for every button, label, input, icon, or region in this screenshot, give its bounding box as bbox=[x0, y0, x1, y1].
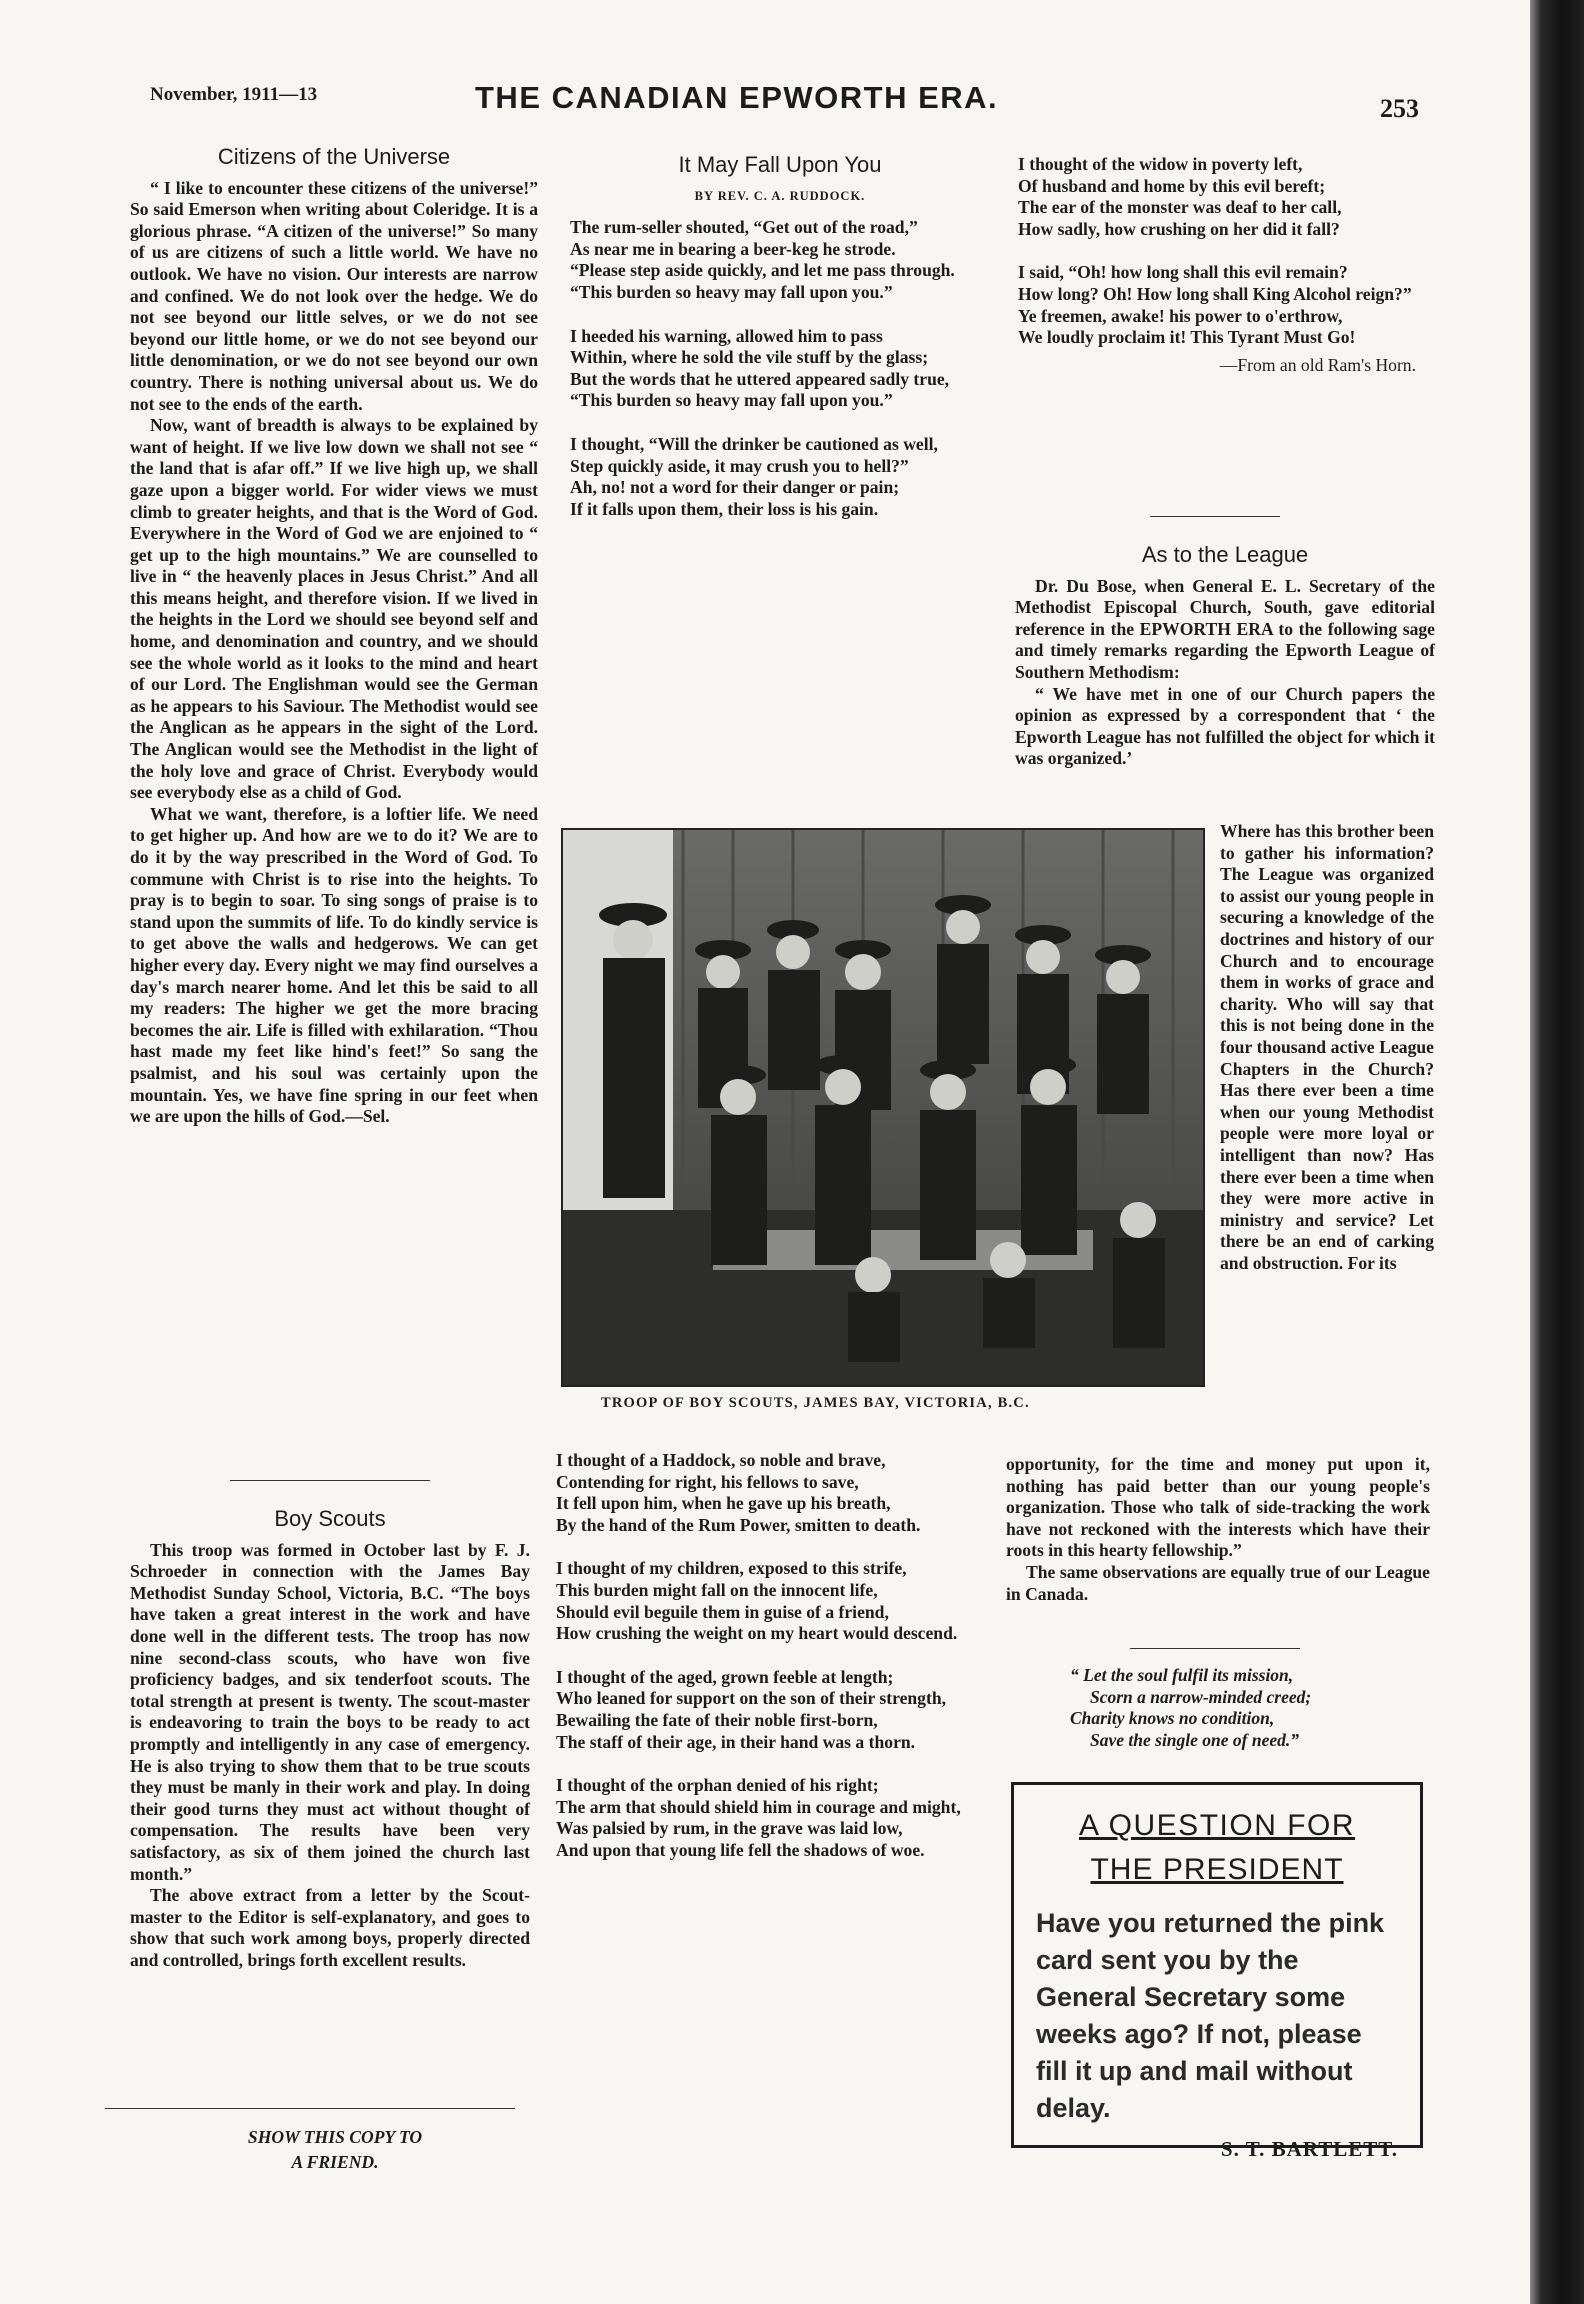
poem-line: This burden might fall on the innocent life, bbox=[556, 1579, 878, 1600]
league-paragraph-2-bottom: opportunity, for the time and money put upon it, nothing has paid better than our young people's organization. Those who talk of side-tracking the work have not reckoned with the interests which have their roots in this hearty fellowship.” bbox=[1006, 1454, 1430, 1561]
league-article bbox=[1015, 544, 1435, 770]
poem-line: Step quickly aside, it may crush you to hell?” bbox=[570, 455, 909, 476]
poem-line: I thought of a Haddock, so noble and brave, bbox=[556, 1450, 886, 1470]
notice-title-line-2: THE PRESIDENT bbox=[1090, 1853, 1344, 1886]
poem-line: The rum-seller shouted, “Get out of the road,” bbox=[570, 217, 918, 238]
share-note bbox=[150, 2125, 520, 2175]
poem-byline: BY REV. C. A. RUDDOCK. bbox=[694, 188, 866, 203]
poem-line: I heeded his warning, allowed him to pass bbox=[570, 325, 883, 346]
quote-line-2: Scorn a narrow-minded creed; bbox=[1090, 1686, 1312, 1707]
poem-line: The ear of the monster was deaf to her call, bbox=[1018, 197, 1342, 218]
poem-line: Should evil beguile them in guise of a friend, bbox=[556, 1601, 889, 1622]
poem-line: Bewailing the fate of their noble first-born, bbox=[556, 1709, 878, 1730]
divider bbox=[1130, 1648, 1300, 1649]
poem-line: If it falls upon them, their loss is his gain. bbox=[570, 498, 879, 519]
poem-line: “This burden so heavy may fall upon you.” bbox=[570, 390, 893, 411]
poem-line: I thought of my children, exposed to this strife, bbox=[556, 1558, 907, 1579]
citizens-paragraph-1: “ I like to encounter these citizens of the universe!” So said Emerson when writing about Coleridge. It is a glorious phrase. “A citizen of the universe!” So many of us are citizens of such a little world. We have no outlook. We have no vision. Our interests are narrow and confined. We do not look over the hedge. We do not see beyond our little selves, or we do not see beyond our little home, or we do not see beyond our little denomination, or we do not see beyond our own country. There is nothing universal about us. We do not see to the ends of the earth. bbox=[130, 177, 538, 414]
poem-line: Ah, no! not a word for their danger or pain; bbox=[570, 477, 900, 498]
scouts-heading: Boy Scouts bbox=[274, 1506, 386, 1531]
share-note-line-1: SHOW THIS COPY TO bbox=[247, 2127, 423, 2147]
issue-date: November, 1911—13 bbox=[150, 84, 318, 105]
league-paragraph-3: The same observations are equally true of our League in Canada. bbox=[1006, 1561, 1430, 1604]
poem-line: The arm that should shield him in courage and might, bbox=[556, 1796, 961, 1817]
poem-line: Within, where he sold the vile stuff by the glass; bbox=[570, 347, 929, 368]
poem-heading: It May Fall Upon You bbox=[678, 152, 882, 177]
boy-scouts-photo bbox=[561, 828, 1205, 1387]
divider bbox=[230, 1480, 430, 1481]
poem-bottom bbox=[556, 1450, 980, 1884]
poem-line: I thought of the orphan denied of his right; bbox=[556, 1775, 879, 1796]
notice-signature: S. T. BARTLETT. bbox=[1220, 2137, 1398, 2161]
masthead-title: THE CANADIAN EPWORTH ERA. bbox=[475, 80, 999, 115]
poem-stanza bbox=[556, 1775, 980, 1861]
divider bbox=[105, 2108, 515, 2109]
poem-line: “This burden so heavy may fall upon you.” bbox=[570, 281, 893, 302]
photo-caption: TROOP OF BOY SCOUTS, JAMES BAY, VICTORIA, B.C. bbox=[601, 1395, 1030, 1411]
poem-stanzas-right bbox=[1018, 154, 1438, 349]
league-paragraph-1: Dr. Du Bose, when General E. L. Secretary of the Methodist Episcopal Church, South, gave editorial reference in the EPWORTH ERA to the following sage and timely remarks regarding the Epworth League of Southern Methodism: bbox=[1015, 575, 1435, 682]
notice-body: Have you returned the pink card sent you by the General Secretary some weeks ago? If not, please fill it up and mail without delay. bbox=[1036, 1908, 1385, 2123]
league-heading: As to the League bbox=[1141, 542, 1309, 567]
share-note-line-2: A FRIEND. bbox=[291, 2152, 379, 2172]
poem-line: It fell upon him, when he gave up his breath, bbox=[556, 1493, 891, 1514]
league-paragraph-2-narrow: Where has this brother been to gather his information? The League was organized to assist our young people in securing a knowledge of the doctrines and history of our Church and to encourage them in works of grace and charity. Who will say that this is not being done in the four thousand active League Chapters in the Church? Has there ever been a time when our young Methodist people were more loyal or intelligent than now? Has there ever been a time when they were more active in ministry and service? Let there be an end of carking and obstruction. For its bbox=[1220, 821, 1434, 1273]
poem-stanza bbox=[556, 1558, 980, 1644]
poem-line: But the words that he uttered appeared sadly true, bbox=[570, 368, 950, 389]
column-left bbox=[130, 146, 538, 1128]
poem-line: As near me in bearing a beer-keg he strode. bbox=[570, 238, 896, 259]
page-number: 253 bbox=[1380, 94, 1419, 123]
poem-stanza bbox=[570, 434, 990, 520]
poem-line: Ye freemen, awake! his power to o'erthrow, bbox=[1018, 305, 1343, 326]
citizens-paragraph-3: What we want, therefore, is a loftier life. We need to get higher up. And how are we to do it? We are to do it by the way prescribed in the Word of God. To commune with Christ is to rise into the heights. To pray is to begin to soar. To sing songs of praise is to stand upon the summits of life. To do kindly service is to get above the walls and hedgerows. We can get higher every day. Every night we may find ourselves a day's march nearer home. And let this be said to all my readers: The higher we get the more bracing becomes the air. Life is filled with exhilaration. “Thou hast made my feet like hind's feet!” So sang the psalmist, and his soul was certainly upon the mountain. Yes, we have fine spring in our feet when we are upon the hills of God.—Sel. bbox=[130, 803, 538, 1127]
divider bbox=[1150, 516, 1280, 517]
poem-line: I thought of the aged, grown feeble at length; bbox=[556, 1666, 894, 1687]
poem-line: “Please step aside quickly, and let me pass through. bbox=[570, 260, 955, 281]
poem-stanza bbox=[570, 326, 990, 412]
poem-line: Who leaned for support on the son of their strength, bbox=[556, 1688, 947, 1709]
poem-line: And upon that young life fell the shadows of woe. bbox=[556, 1839, 925, 1860]
quote-line-4: Save the single one of need.” bbox=[1090, 1729, 1300, 1750]
poem-stanza bbox=[570, 217, 990, 303]
president-notice-box bbox=[1011, 1782, 1423, 2161]
poem-line: Contending for right, his fellows to save, bbox=[556, 1471, 859, 1492]
poem-line: How crushing the weight on my heart would descend. bbox=[556, 1623, 958, 1644]
scouts-paragraph-1: This troop was formed in October last by F. J. Schroeder in connection with the James Bay Methodist Sunday School, Victoria, B.C. “The boys have taken a great interest in the work and have done well in the different tests. The troop has now nine second-class scouts, who have won five proficiency badges, and six tenderfoot scouts. The total strength at present is twenty. The scout-master is endeavoring to train the boys to be ready to act promptly and intelligently in any case of emergency. He is also trying to show them that to be true scouts they must be manly in their work and play. In doing their good turns they must act without thought of compensation. The results have been very satisfactory, as six of them joined the church last month.” bbox=[130, 1539, 530, 1884]
scouts-paragraph-2: The above extract from a letter by the Scout-master to the Editor is self-explanatory, and goes to show that such work among boys, properly directed and controlled, brings forth excellent results. bbox=[130, 1885, 530, 1970]
citizens-paragraph-2: Now, want of breadth is always to be explained by want of height. If we live low down we shall not see “ the land that is afar off.” If we live high up, we shall gaze upon a bigger world. For wider views we must climb to greater heights, and that is the Word of God. Everywhere in the Word of God we are enjoined to “ get up to the high mountains.” We are counselled to live in “ the heavenly places in Jesus Christ.” And all this means height, and therefore vision. If we lived in the heights in the Lord we should see beyond self and home, and denomination and country, and we should see the whole world as it looks to the mind and heart of our Lord. The Englishman would see the German as he appears to his Saviour. The Methodist would see the Anglican as he appears in the sight of the Lord. The Anglican would see the Methodist in the light of the holy love and grace of Christ. Everybody would see everybody else as a child of God. bbox=[130, 415, 538, 803]
poem-right bbox=[1018, 154, 1438, 376]
citizens-heading: Citizens of the Universe bbox=[217, 144, 451, 169]
poem-line: I thought, “Will the drinker be cautioned as well, bbox=[570, 433, 938, 454]
poem-line: How sadly, how crushing on her did it fall? bbox=[1018, 218, 1340, 239]
poem-stanzas-top bbox=[570, 217, 990, 520]
poem-stanza bbox=[1018, 154, 1438, 240]
poem-stanza bbox=[556, 1450, 980, 1536]
poem-line: I thought of the widow in poverty left, bbox=[1018, 154, 1303, 174]
league-continued bbox=[1006, 1454, 1430, 1605]
troop-photo-image bbox=[563, 830, 1203, 1385]
verse-quote bbox=[1070, 1665, 1400, 1751]
poem-stanzas-bottom bbox=[556, 1450, 980, 1862]
poem-top bbox=[570, 154, 990, 542]
quote-line-1: “ Let the soul fulfil its mission, bbox=[1070, 1665, 1294, 1685]
poem-line: The staff of their age, in their hand was a thorn. bbox=[556, 1731, 916, 1752]
league-paragraph-2-top: “ We have met in one of our Church papers the opinion as expressed by a correspondent that ‘ the Epworth League has not fulfilled the object for which it was organized.’ bbox=[1015, 683, 1435, 769]
scouts-article bbox=[130, 1508, 530, 1971]
poem-line: Of husband and home by this evil bereft; bbox=[1018, 175, 1326, 196]
poem-attribution: —From an old Ram's Horn. bbox=[1219, 354, 1416, 375]
poem-line: Was palsied by rum, in the grave was laid low, bbox=[556, 1818, 903, 1839]
quote-line-3: Charity knows no condition, bbox=[1070, 1708, 1275, 1728]
league-narrow-column bbox=[1220, 821, 1434, 1274]
poem-line: We loudly proclaim it! This Tyrant Must Go! bbox=[1018, 327, 1356, 348]
poem-line: I said, “Oh! how long shall this evil remain? bbox=[1018, 262, 1348, 283]
notice-title-line-1: A QUESTION FOR bbox=[1078, 1809, 1356, 1842]
poem-line: How long? Oh! How long shall King Alcohol reign?” bbox=[1018, 283, 1412, 304]
poem-stanza bbox=[556, 1667, 980, 1753]
poem-stanza bbox=[1018, 262, 1438, 348]
page-edge bbox=[1530, 0, 1584, 2304]
poem-line: By the hand of the Rum Power, smitten to death. bbox=[556, 1514, 921, 1535]
